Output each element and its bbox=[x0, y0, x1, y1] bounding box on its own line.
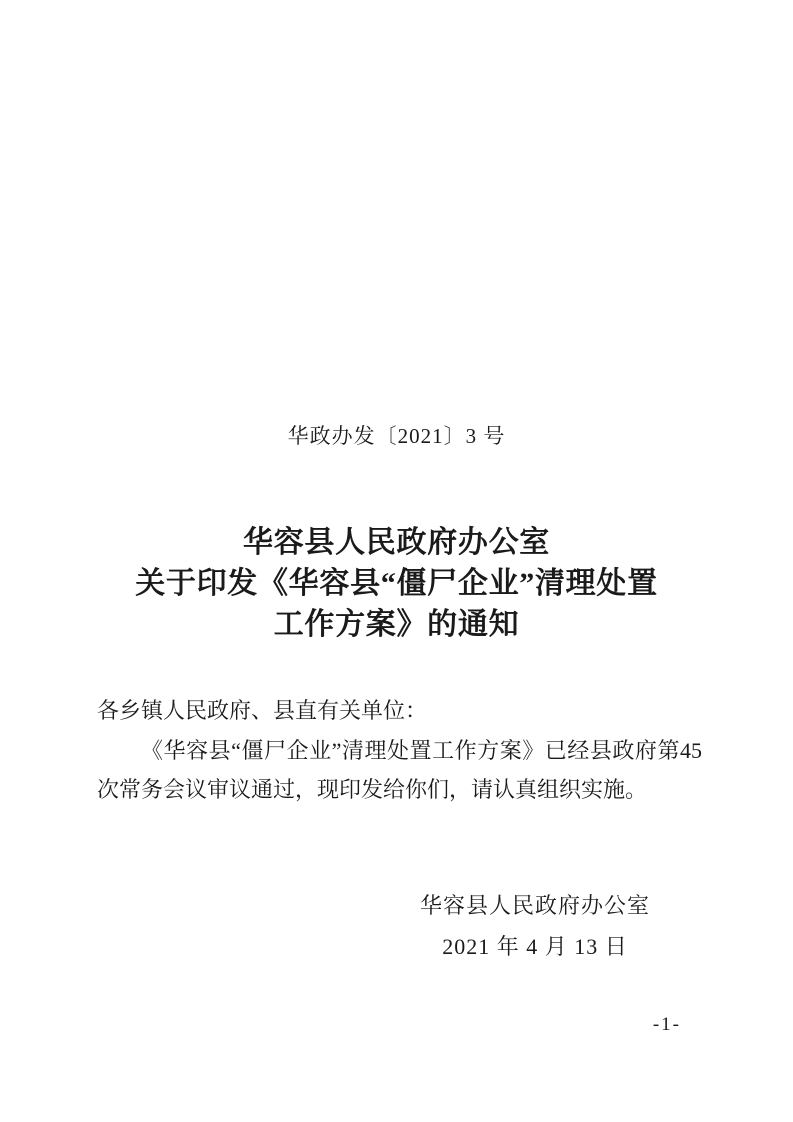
document-body bbox=[97, 691, 702, 810]
signature: 华容县人民政府办公室 bbox=[419, 893, 650, 918]
title-line-1: 华容县人民政府办公室 bbox=[243, 526, 550, 559]
title-line-2: 关于印发《华容县“僵尸企业”清理处置 bbox=[135, 567, 658, 600]
doc-number: 华政办发〔2021〕3 号 bbox=[287, 424, 506, 448]
body-paragraph: 《华容县“僵尸企业”清理处置工作方案》已经县政府第45 次常务会议审议通过，现印发给你们，请认真组织实施。 bbox=[97, 737, 702, 802]
signature-block bbox=[415, 885, 655, 967]
title-line-3: 工作方案》的通知 bbox=[273, 608, 520, 641]
date: 2021 年 4 月 13 日 bbox=[442, 934, 628, 959]
document-title bbox=[0, 522, 793, 645]
page-number: -1- bbox=[652, 1014, 681, 1035]
salutation: 各乡镇人民政府、县直有关单位： bbox=[97, 698, 428, 723]
